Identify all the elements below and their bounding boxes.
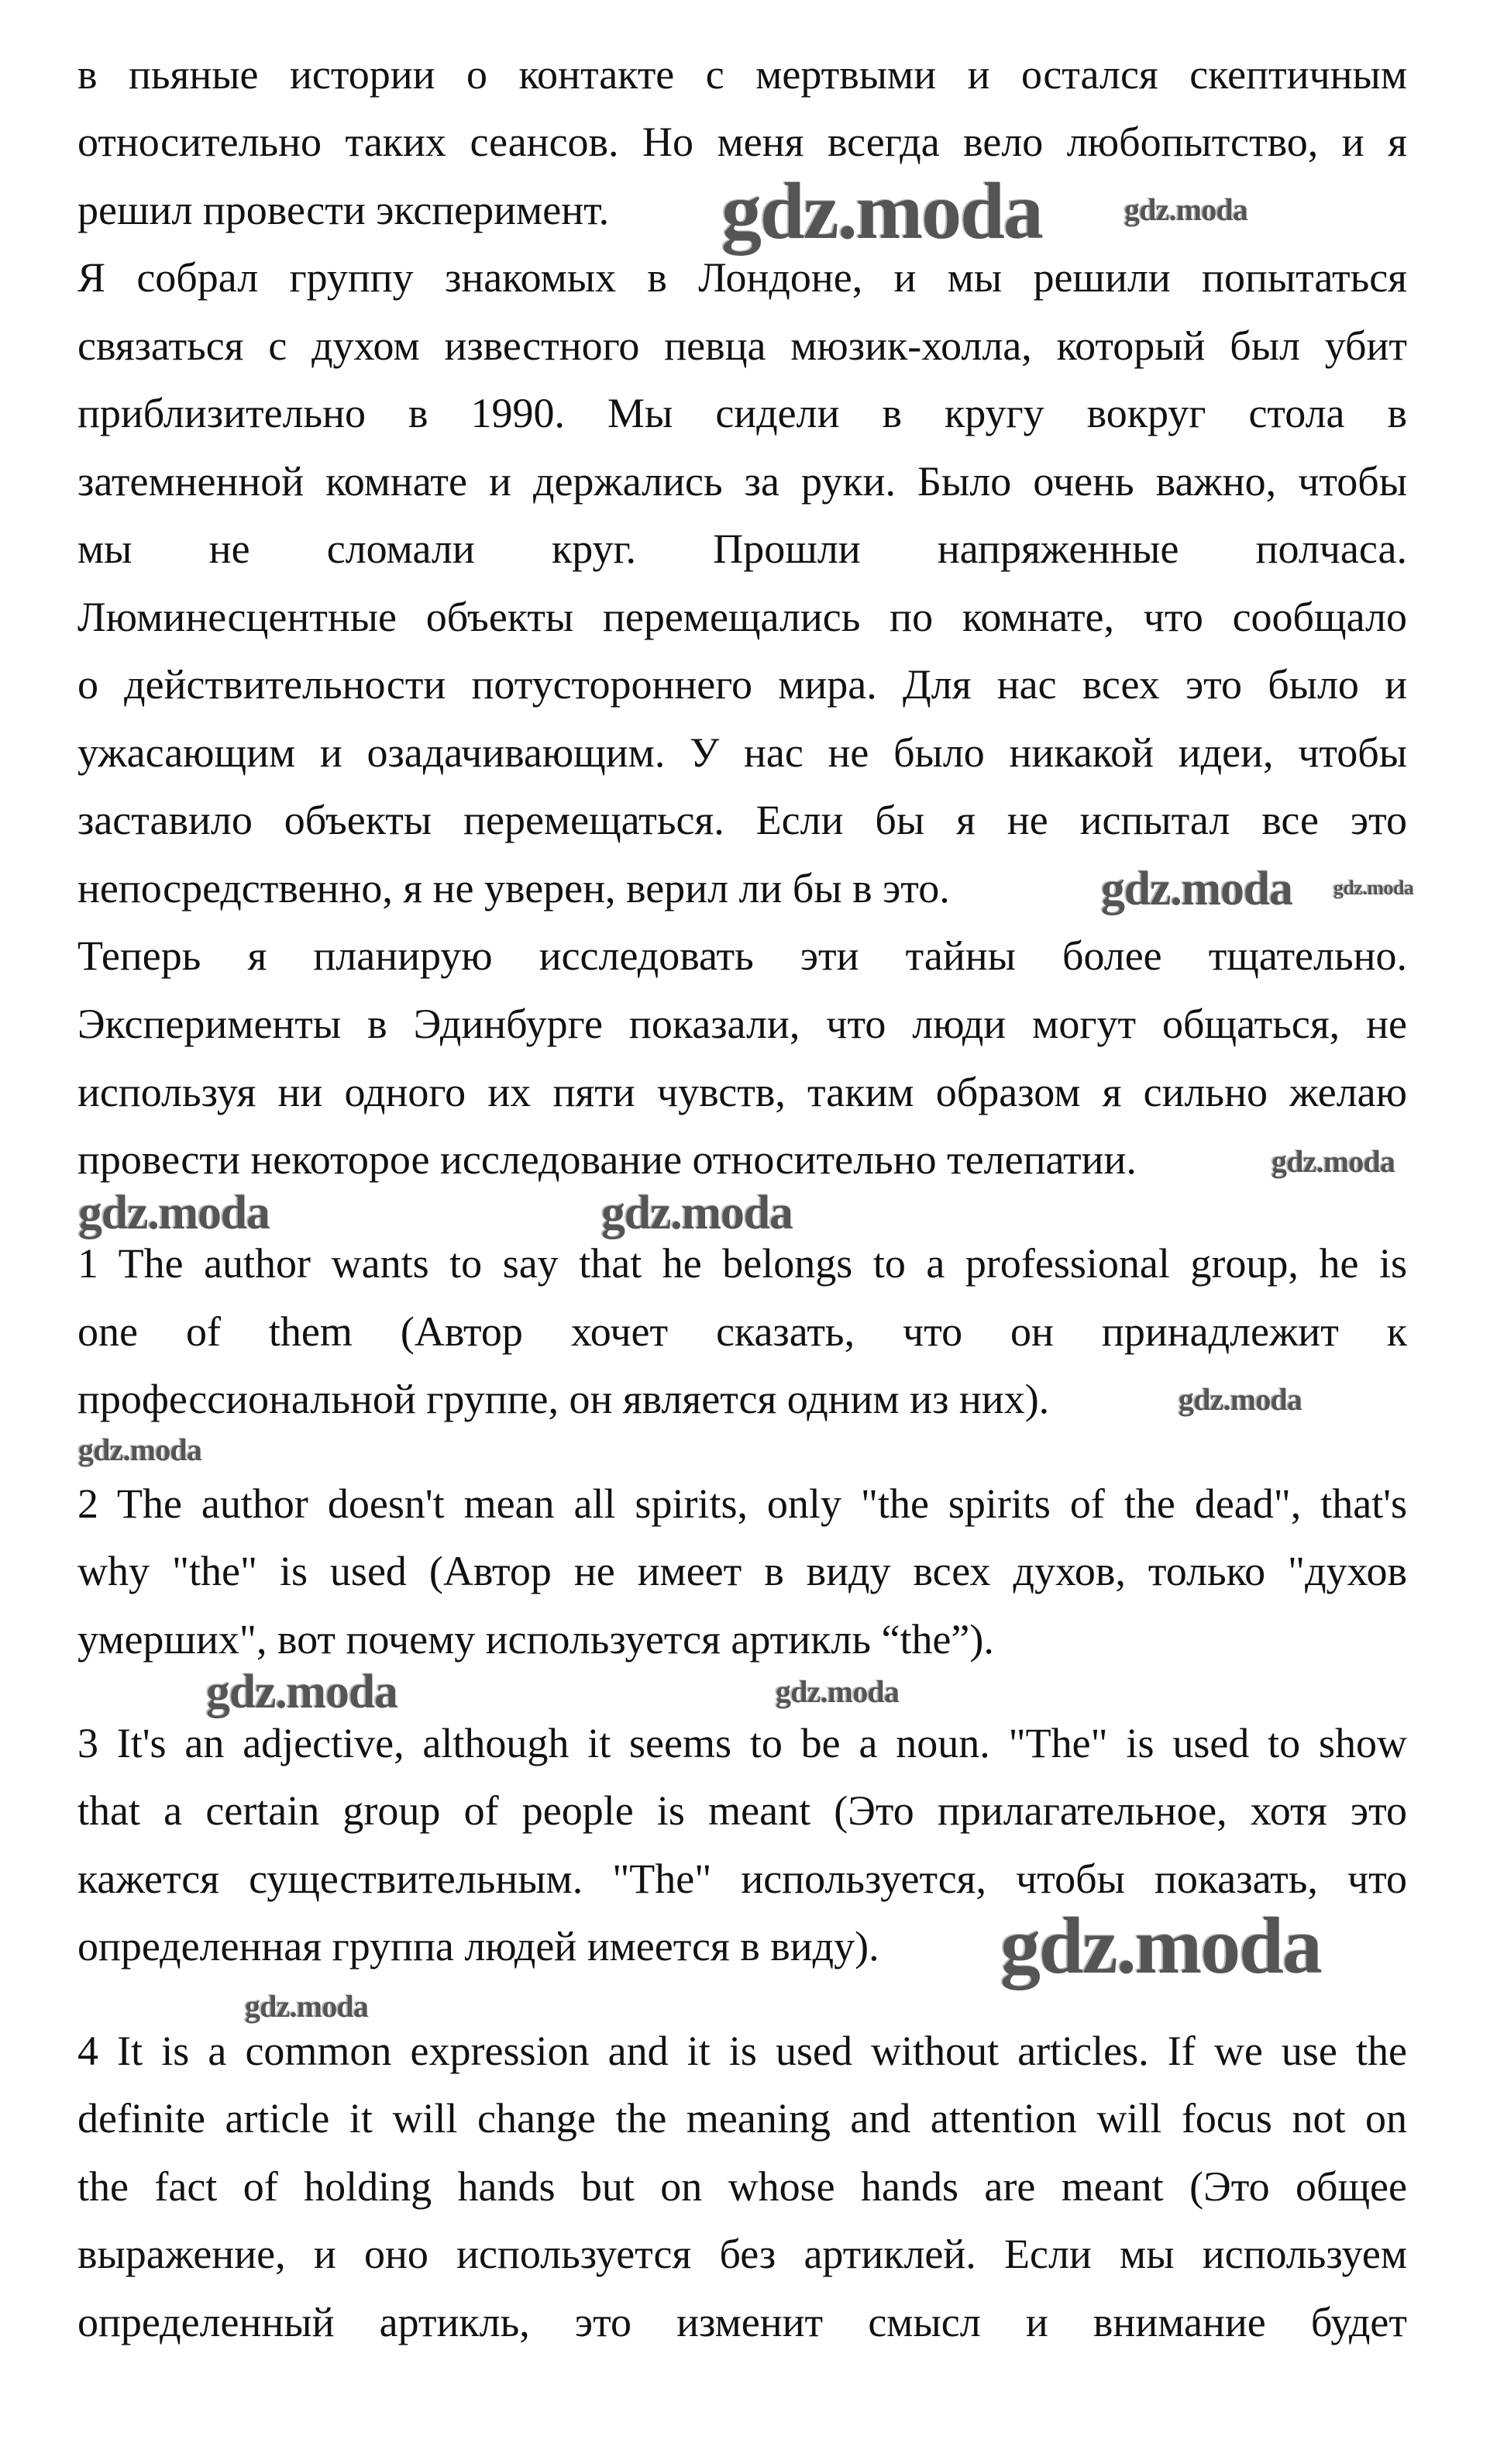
watermark-logo: gdz.moda	[77, 1432, 201, 1466]
text-line: 1 The author wants to say that he belongs to a professional group, he is	[77, 1240, 1407, 1287]
watermark-logo: gdz.moda	[1124, 191, 1247, 226]
text-line: относительно таких сеансов. Но меня всегда вело любопытство, и я	[77, 119, 1407, 166]
text-line: кажется существительным. "The" используется, чтобы показать, что	[77, 1855, 1407, 1902]
watermark-logo: gdz.moda	[77, 1186, 269, 1239]
text-line: используя ни одного их пяти чувств, таким образом я сильно желаю	[77, 1068, 1407, 1115]
text-line: 3 It's an adjective, although it seems to be a noun. "The" is used to show	[77, 1719, 1407, 1766]
text-line: ужасающим и озадачивающим. У нас не было никакой идеи, чтобы	[77, 729, 1407, 776]
watermark-logo: gdz.moda	[1271, 1143, 1395, 1178]
text-line: решил провести эксперимент.	[77, 186, 610, 233]
text-line: Я собрал группу знакомых в Лондоне, и мы решили попытаться	[77, 254, 1407, 302]
text-line: why "the" is used (Автор не имеет в виду всех духов, только "духов	[77, 1548, 1407, 1595]
text-line: Люминесцентные объекты перемещались по комнате, что сообщало	[77, 593, 1407, 640]
text-line: умерших", вот почему используется артикль “the”).	[77, 1615, 994, 1663]
watermark-logo: gdz.moda	[1000, 1901, 1320, 1990]
watermark-logo: gdz.moda	[1178, 1381, 1302, 1416]
watermark-logo: gdz.moda	[1333, 876, 1413, 898]
text-line: мы не сломали круг. Прошли напряженные полчаса.	[77, 526, 1407, 573]
text-line: приблизительно в 1990. Мы сидели в кругу вокруг стола в	[77, 390, 1407, 437]
text-line: выражение, и оно используется без артиклей. Если мы используем	[77, 2231, 1407, 2278]
text-line: definite article it will change the meaning and attention will focus not on	[77, 2095, 1407, 2142]
text-line: непосредственно, я не уверен, верил ли бы в это.	[77, 864, 950, 912]
watermark-logo: gdz.moda	[1100, 862, 1292, 915]
text-line: Эксперименты в Эдинбурге показали, что люди могут общаться, не	[77, 1000, 1407, 1047]
text-line: провести некоторое исследование относительно телепатии.	[77, 1136, 1137, 1183]
text-line: Теперь я планирую исследовать эти тайны более тщательно.	[77, 932, 1407, 980]
text-line: определенная группа людей имеется в виду).	[77, 1923, 879, 1970]
watermark-logo: gdz.moda	[600, 1186, 792, 1239]
watermark-logo: gdz.moda	[775, 1673, 899, 1708]
text-line: затемненной комнате и держались за руки. Было очень важно, чтобы	[77, 457, 1407, 505]
watermark-logo: gdz.moda	[205, 1665, 397, 1718]
text-line: о действительности потустороннего мира. Для нас всех это было и	[77, 661, 1407, 708]
watermark-logo: gdz.moda	[244, 1988, 368, 2023]
text-line: в пьяные истории о контакте с мертвыми и остался скептичным	[77, 50, 1407, 98]
text-line: определенный артикль, это изменит смысл и внимание будет	[77, 2298, 1407, 2345]
text-line: 2 The author doesn't mean all spirits, only "the spirits of the dead", that's	[77, 1480, 1407, 1527]
text-line: связаться с духом известного певца мюзик-холла, который был убит	[77, 322, 1407, 369]
watermark-logo: gdz.moda	[721, 166, 1041, 255]
text-line: профессиональной группе, он является одним из них).	[77, 1376, 1050, 1423]
text-line: one of them (Автор хочет сказать, что он принадлежит к	[77, 1308, 1407, 1355]
text-line: that a certain group of people is meant (Это прилагательное, хотя это	[77, 1787, 1407, 1835]
text-line: заставило объекты перемещаться. Если бы я не испытал все это	[77, 797, 1407, 844]
text-line: the fact of holding hands but on whose hands are meant (Это общее	[77, 2162, 1407, 2210]
text-line: 4 It is a common expression and it is used without articles. If we use the	[77, 2027, 1407, 2074]
